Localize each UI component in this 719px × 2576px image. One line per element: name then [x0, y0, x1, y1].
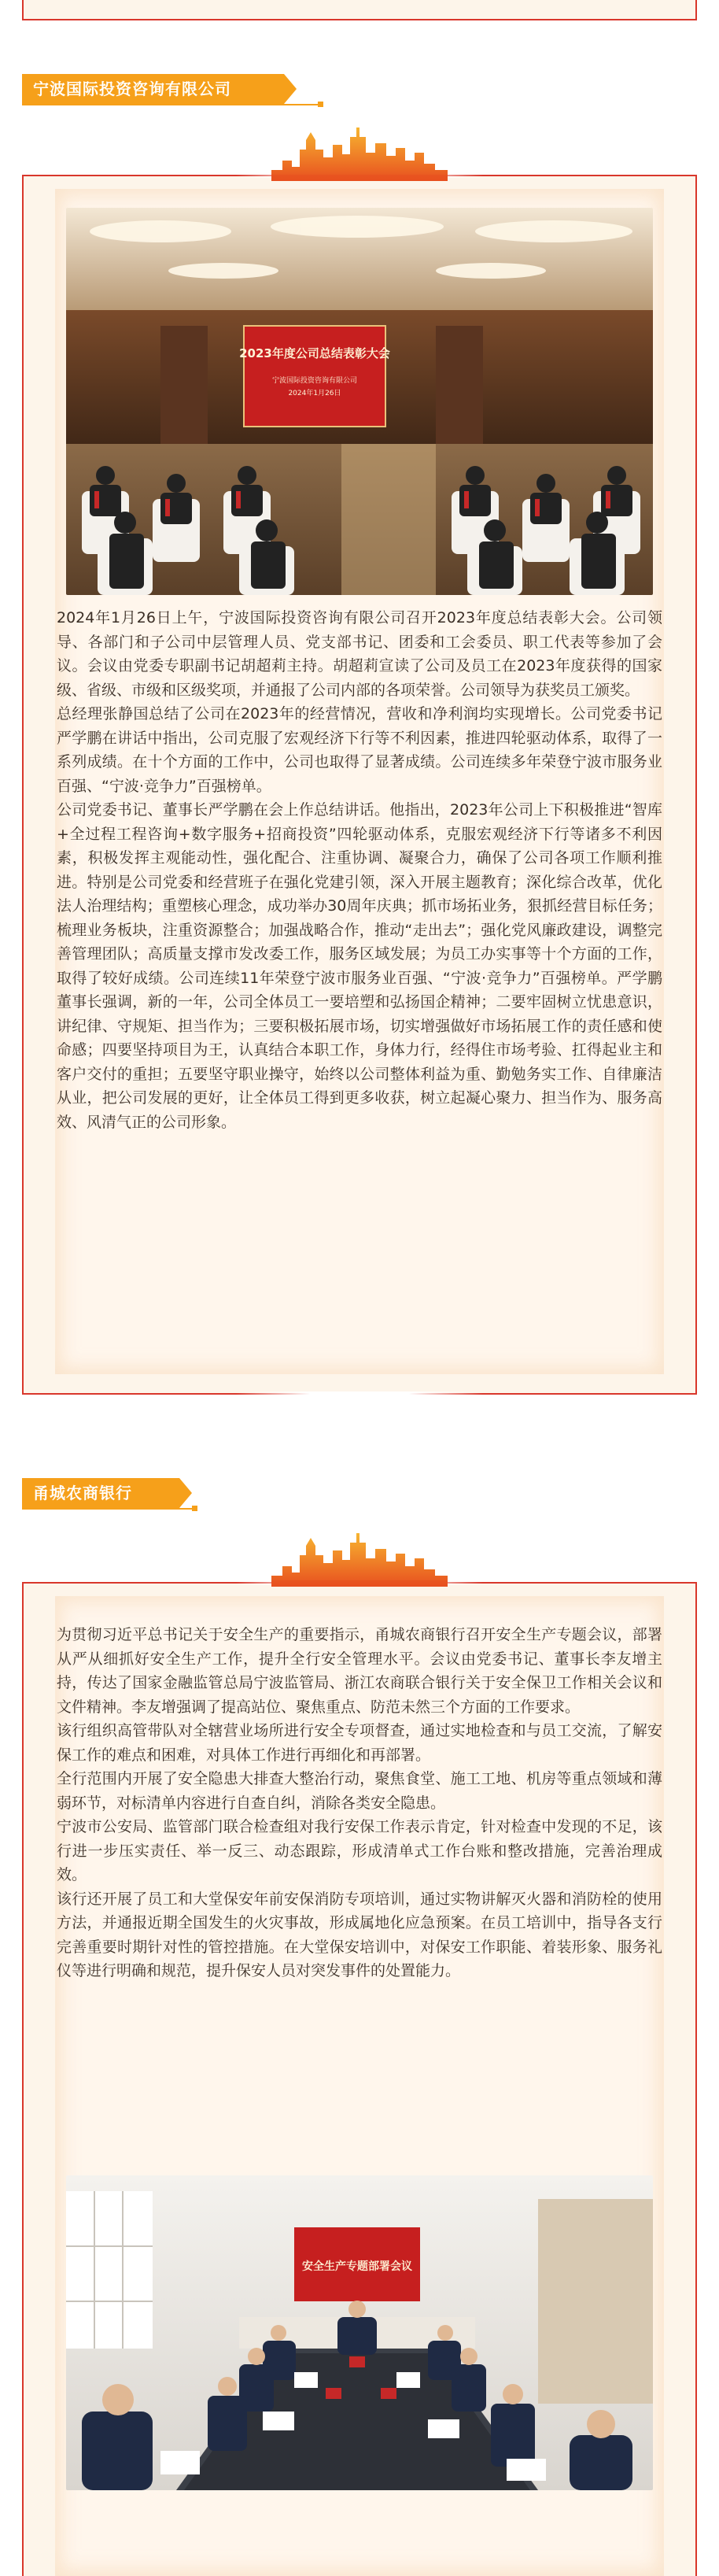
photo-banner-sub: 宁波国际投资咨询有限公司	[271, 377, 358, 385]
paragraph: 总经理张静国总结了公司在2023年的经营情况，营收和净利润均实现增长。公司党委书记严学鹏在讲话中指出，公司克服了宏观经济下行等不利因素，推进四轮驱动体系，取得了一系列成绩。在十个方面的工作中，公司也取得了显著成绩。公司连续多年荣登宁波市服务业百强、“宁波·竞争力”百强榜单。	[57, 705, 662, 795]
city-skyline-icon	[271, 126, 448, 181]
tag-decoration	[284, 74, 297, 104]
section-tag-label: 宁波国际投资咨询有限公司	[33, 81, 231, 98]
meeting-photo	[66, 208, 653, 595]
tag-divider-line	[22, 104, 321, 105]
safety-meeting-image	[66, 2175, 653, 2490]
tag-square-decoration	[192, 1506, 197, 1511]
photo-banner-title: 2023年度公司总结表彰大会	[239, 346, 390, 360]
tag-decoration	[179, 1478, 192, 1508]
tag-divider-line	[22, 1508, 195, 1510]
paragraph: 宁波市公安局、监管部门联合检查组对我行安保工作表示肯定，针对检查中发现的不足，该行进一步压实责任、举一反三、动态跟踪，形成清单式工作台账和整改措施，完善治理成效。	[57, 1818, 662, 1883]
paragraph: 公司党委书记、董事长严学鹏在会上作总结讲话。他指出，2023年公司上下积极推进“智库+全过程工程咨询+数字服务+招商投资”四轮驱动体系，克服宏观经济下行等诸多不利因素，积极发挥主观能动性，强化配合、注重协调、凝聚合力，确保了公司各项工作顺利推进。特别是公司党委和经营班子在强化党建引领，深入开展主题教育；深化综合改革，优化法人治理结构；重塑核心理念，成功举办30周年庆典；抓市场拓业务，狠抓经营目标任务；梳理业务板块，注重资源整合；加强战略合作，推动“走出去”；强化党风廉政建设，调整完善管理团队；高质量支撑市发改委工作，服务区域发展；为员工办实事等十个方面的工作，取得了较好成绩。公司连续11年荣登宁波市服务业百强、“宁波·竞争力”百强榜单。严学鹏董事长强调，新的一年，公司全体员工一要培塑和弘扬国企精神；二要牢固树立忧患意识，讲纪律、守规矩、担当作为；三要积极拓展市场，切实增强做好市场拓展工作的责任感和使命感；四要坚持项目为王，认真结合本职工作，身体力行，经得住市场考验、扛得起业主和客户交付的重担；五要坚守职业操守，始终以公司整体利益为重、勤勉务实工作、自律廉洁从业，把公司发展的更好，让全体员工得到更多收获，树立起凝心聚力、担当作为、服务高效、风清气正的公司形象。	[57, 801, 662, 1131]
section-tag	[22, 1478, 179, 1508]
article-body	[57, 606, 662, 1134]
award-ceremony-image	[66, 208, 653, 595]
article-body	[57, 1623, 662, 1983]
paragraph: 该行组织高管带队对全辖营业场所进行安全专项督查，通过实地检查和与员工交流，了解安保工作的难点和困难，对具体工作进行再细化和再部署。	[57, 1722, 662, 1764]
paragraph: 2024年1月26日上午，宁波国际投资咨询有限公司召开2023年度总结表彰大会。公司领导、各部门和子公司中层管理人员、党支部书记、团委和工会委员、职工代表等参加了会议。会议由党委专职副书记胡超莉主持。胡超莉宣读了公司及员工在2023年度获得的国家级、省级、市级和区级奖项，并通报了公司内部的各项荣誉。公司领导为获奖员工颁奖。	[57, 609, 662, 699]
city-skyline-icon	[271, 1532, 448, 1587]
photo-banner-date: 2024年1月26日	[288, 390, 341, 397]
paragraph: 为贯彻习近平总书记关于安全生产的重要指示，甬城农商银行召开安全生产专题会议，部署从严从细抓好安全生产工作，提升全行安全管理水平。会议由党委书记、董事长李友增主持，传达了国家金融监管总局宁波监管局、浙江农商联合银行关于安全保卫工作相关会议和文件精神。李友增强调了提高站位、聚焦重点、防范未然三个方面的工作要求。	[57, 1626, 662, 1716]
paragraph: 全行范围内开展了安全隐患大排查大整治行动，聚焦食堂、施工工地、机房等重点领域和薄弱环节，对标清单内容进行自查自纠，消除各类安全隐患。	[57, 1770, 662, 1812]
card-bottom-gap	[236, 1391, 483, 1396]
paragraph: 该行还开展了员工和大堂保安年前安保消防专项培训，通过实物讲解灭火器和消防栓的使用方法，并通报近期全国发生的火灾事故，形成属地化应急预案。在员工培训中，指导各支行完善重要时期针对性的管控措施。在大堂保安培训中，对保安工作职能、着装形象、服务礼仪等进行明确和规范，提升保安人员对突发事件的处置能力。	[57, 1890, 662, 1979]
section-tag-label: 甬城农商银行	[33, 1485, 132, 1502]
photo-banner-title: 安全生产专题部署会议	[302, 2260, 412, 2273]
section-tag	[22, 74, 284, 104]
tag-square-decoration	[318, 102, 323, 107]
previous-card-bottom	[22, 0, 697, 20]
meeting-photo	[66, 2175, 653, 2490]
